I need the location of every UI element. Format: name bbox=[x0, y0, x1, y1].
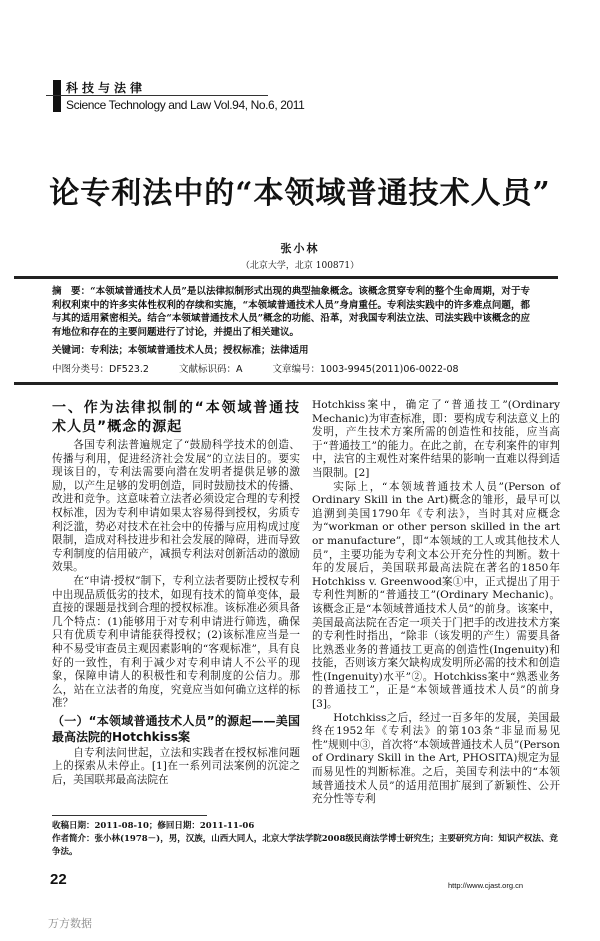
article-title: 论专利法中的“本领域普通技术人员” bbox=[49, 176, 551, 211]
paragraph: Hotchkiss案中，确定了“普通技工”(Ordinary Mechanic)为审查标准，即：要构成专利法意义上的发明，产生技术方案所需的创造性和技能，应当高于“普通技工”的能力。在此之前，在专利案件的审判中，法官的主观性对案件结果的影响一直难以得到适当限制。[2] bbox=[312, 399, 560, 479]
abstract-box bbox=[14, 279, 560, 382]
author-bio: 作者简介：张小林(1978－)，男，汉族，山西大同人，北京大学法学院2008级民商法学博士研究生；主要研究方向：知识产权法、竞争法。 bbox=[52, 833, 558, 857]
keywords bbox=[52, 344, 530, 358]
paragraph: Hotchkiss之后，经过一百多年的发展，美国最终在1952年《专利法》的第103条“非显而易见性”规则中③，首次将“本领域普通技术人员”(Person of Ordinary Skill in the Art, PHOSITA)规定为显而易见性的判断标准。之后，美国专利法中的“本领域普通技术人员”的适用范围扩展到了新颖性、公开充分性等专利 bbox=[312, 711, 560, 806]
abstract-label: 摘 要： bbox=[52, 286, 91, 297]
page-footer bbox=[50, 871, 560, 911]
abstract-text: “本领域普通技术人员”是以法律拟制形式出现的典型抽象概念。该概念贯穿专利的整个生命周期，对于专利权利束中的许多实体性权利的存续和实施，“本领域普通技术人员”身肩重任。专利法实践中的许多难点问题，都与其的适用紧密相关。结合“本领域普通技术人员”概念的功能、沿革，对我国专利法立法、司法实践中该概念的应有地位和存在的主要问题进行了讨论，并提出了相关建议。 bbox=[52, 286, 530, 338]
footnotes bbox=[52, 815, 560, 859]
right-column bbox=[312, 399, 560, 807]
keywords-text: 专利法；本领域普通技术人员；授权标准；法律适用 bbox=[90, 345, 309, 356]
paragraph: 实际上，“本领域普通技术人员”(Person of Ordinary Skill in the Art)概念的雏形，最早可以追溯到美国1790年《专利法》，当时其对应概念为“workman or other person skilled in the art or manufacture”，即“本领域的工人或其他技术人员”，主要功能为专利文本公开充分性的判断。数十年的发展后，美国联邦最高法院在著名的1850年Hotchkiss v. Greenwood案①中，正式提出了用于专利性判断的“普通技工”(Ordinary Mechanic)。该概念正是“本领域普通技术人员”的前身。该案中，美国最高法院在否定一项关于门把手的改进技术方案的专利性时指出，“除非（该发明的产生）需要具备比熟悉业务的普通技工更高的创造性(Ingenuity)和技能，否则该方案欠缺构成发明所必需的技术和创造性(Ingenuity)水平”②。Hotchkiss案中“熟悉业务的普通技工”，正是“本领域普通技术人员”的前身[3]。 bbox=[312, 480, 560, 711]
watermark: 万方数据 bbox=[48, 916, 92, 930]
abstract-bottom-rule bbox=[14, 382, 558, 385]
article-number: 文章编号：1003-9945(2011)06-0022-08 bbox=[272, 363, 459, 375]
body-columns bbox=[52, 399, 560, 807]
author: 张小林 bbox=[280, 242, 320, 255]
section-heading: 一、作为法律拟制的“本领域普通技术人员”概念的源起 bbox=[52, 400, 300, 435]
received-dates: 收稿日期：2011-08-10；修回日期：2011-11-06 bbox=[52, 820, 255, 831]
keywords-label: 关键词： bbox=[52, 345, 91, 356]
paragraph: 自专利法问世起，立法和实践者在授权标准问题上的探索从未停止。[1]在一系列司法案例的沉淀之后，美国联邦最高法院在 bbox=[52, 746, 300, 787]
classification-meta bbox=[52, 363, 530, 377]
left-column bbox=[52, 399, 300, 807]
document-code: 文献标识码：A bbox=[178, 363, 243, 375]
paragraph: 在“申请·授权”制下，专利立法者要防止授权专利中出现品质低劣的技术，如现有技术的简单变体，最直接的课题是找到合理的授权标准。该标准必须具备几个特点：(1)能够用于对专利申请进行筛选，确保只有优质专利申请能获得授权；(2)该标准应当是一种不易受审查员主观因素影响的“客观标准”，具有良好的一致性，有利于减少对专利申请人不公平的现象，保障申请人的积极性和专利制度的公信力。那么，站在立法者的角度，究竟应当如何确立这样的标准？ bbox=[52, 574, 300, 710]
footnote-rule bbox=[52, 815, 207, 816]
paragraph: 各国专利法普遍规定了“鼓励科学技术的创造、传播与利用，促进经济社会发展”的立法目的。要实现该目的，专利法需要向潜在发明者提供足够的激励，以产生足够的发明创造，同时鼓励技术的传播、改进和竞争。这意味着立法者必须设定合理的专利授权标准，因为专利申请如果太容易得到授权，劣质专利泛滥，势必对技术在社会中的传播与应用构成过度限制，造成对科技进步和社会发展的障碍，进而导致专利制度的信用破产，减损专利法对创新活动的激励效果。 bbox=[52, 439, 300, 574]
subsection-heading: （一）“本领域普通技术人员”的源起——美国最高法院的Hotchkiss案 bbox=[52, 713, 300, 744]
journal-url: http://www.cjast.org.cn bbox=[448, 880, 524, 890]
page-number: 22 bbox=[50, 870, 67, 888]
affiliation: （北京大学，北京 100871） bbox=[240, 261, 360, 271]
abstract bbox=[52, 285, 530, 339]
clc-number: 中图分类号：DF523.2 bbox=[52, 363, 149, 375]
journal-name-en: Science Technology and Law Vol.94, No.6, 2011 bbox=[66, 98, 305, 112]
journal-name-cn: 科技与法律 bbox=[66, 81, 147, 95]
